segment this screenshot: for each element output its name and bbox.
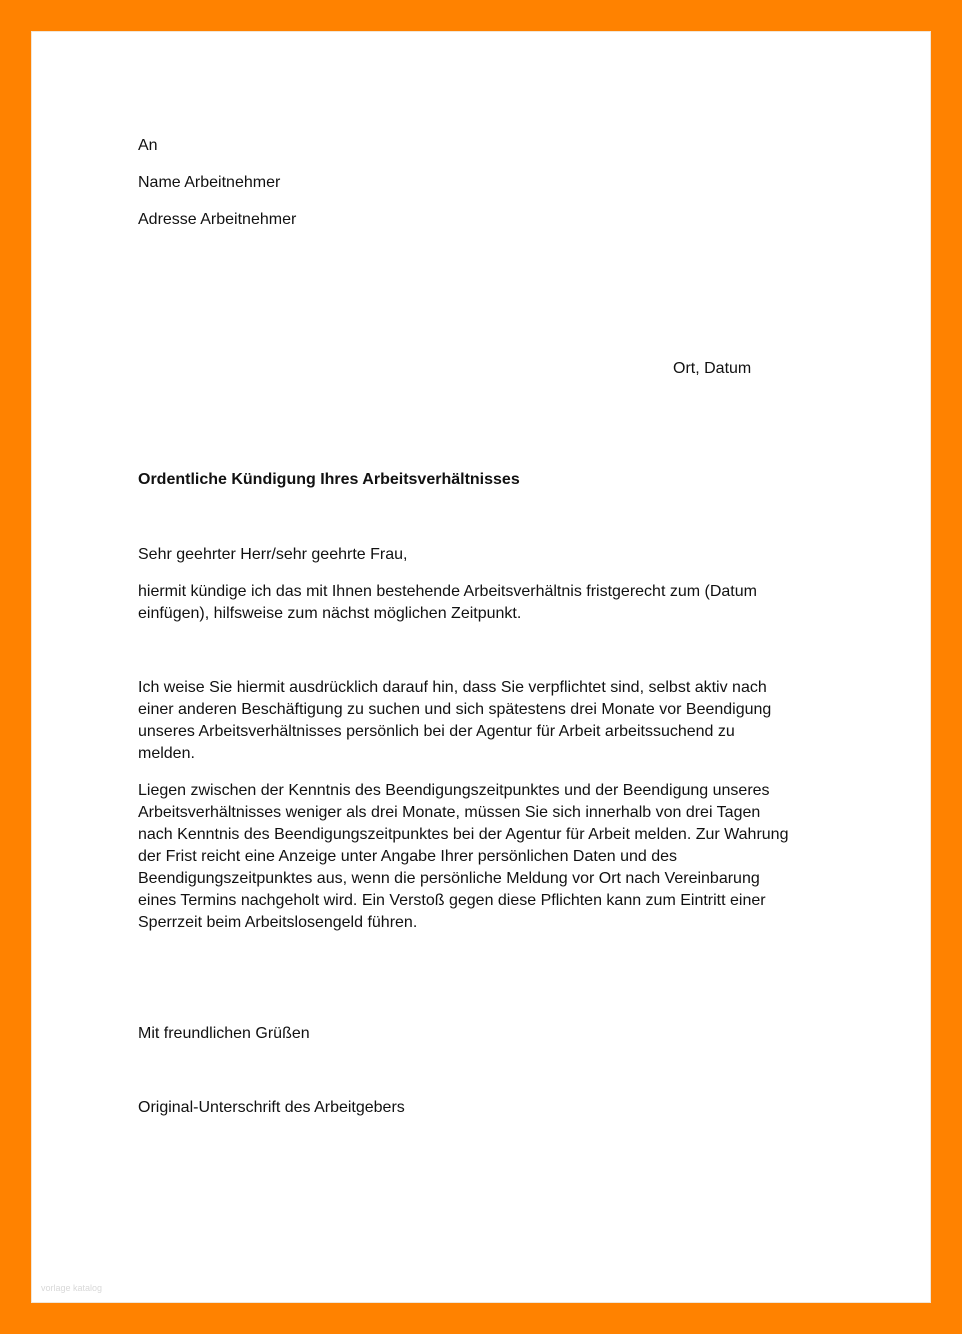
paragraph-3-line: eines Termins nachgeholt wird. Ein Verstoß gegen diese Pflichten kann zum Eintritt einer [138, 892, 766, 909]
paragraph-1-line: hiermit kündige ich das mit Ihnen bestehende Arbeitsverhältnis fristgerecht zum (Datum [138, 583, 757, 600]
paragraph-3-line: Sperrzeit beim Arbeitslosengeld führen. [138, 914, 418, 931]
letter-page [31, 31, 931, 1303]
letter-subject: Ordentliche Kündigung Ihres Arbeitsverhältnisses [138, 471, 520, 488]
paragraph-3-line: Arbeitsverhältnisses weniger als drei Monate, müssen Sie sich innerhalb von drei Tagen [138, 804, 761, 821]
paragraph-2-line: Ich weise Sie hiermit ausdrücklich darauf hin, dass Sie verpflichtet sind, selbst aktiv nach [138, 679, 767, 696]
paragraph-3-line: der Frist reicht eine Anzeige unter Angabe Ihrer persönlichen Daten und des [138, 848, 677, 865]
recipient-an: An [138, 137, 158, 154]
paragraph-3-line: nach Kenntnis des Beendigungszeitpunktes bei der Agentur für Arbeit melden. Zur Wahrung [138, 826, 789, 843]
paragraph-2-line: einer anderen Beschäftigung zu suchen und sich spätestens drei Monate vor Beendigung [138, 701, 772, 718]
paragraph-2-line: melden. [138, 745, 195, 762]
salutation: Sehr geehrter Herr/sehr geehrte Frau, [138, 546, 408, 563]
paragraph-2-line: unseres Arbeitsverhältnisses persönlich bei der Agentur für Arbeit arbeitssuchend zu [138, 723, 735, 740]
watermark: vorlage katalog [41, 1283, 103, 1293]
place-date: Ort, Datum [673, 360, 752, 377]
paragraph-1 [138, 581, 838, 625]
recipient-name: Name Arbeitnehmer [138, 174, 281, 191]
paragraph-3-line: Liegen zwischen der Kenntnis des Beendigungszeitpunktes und der Beendigung unseres [138, 782, 770, 799]
signature: Original-Unterschrift des Arbeitgebers [138, 1099, 405, 1116]
paragraph-1-line: einfügen), hilfsweise zum nächst möglichen Zeitpunkt. [138, 605, 522, 622]
recipient-address: Adresse Arbeitnehmer [138, 211, 297, 228]
closing: Mit freundlichen Grüßen [138, 1025, 310, 1042]
paragraph-3-line: Beendigungszeitpunktes aus, wenn die persönliche Meldung vor Ort nach Vereinbarung [138, 870, 760, 887]
paragraph-2 [138, 677, 838, 765]
paragraph-3 [138, 780, 838, 934]
